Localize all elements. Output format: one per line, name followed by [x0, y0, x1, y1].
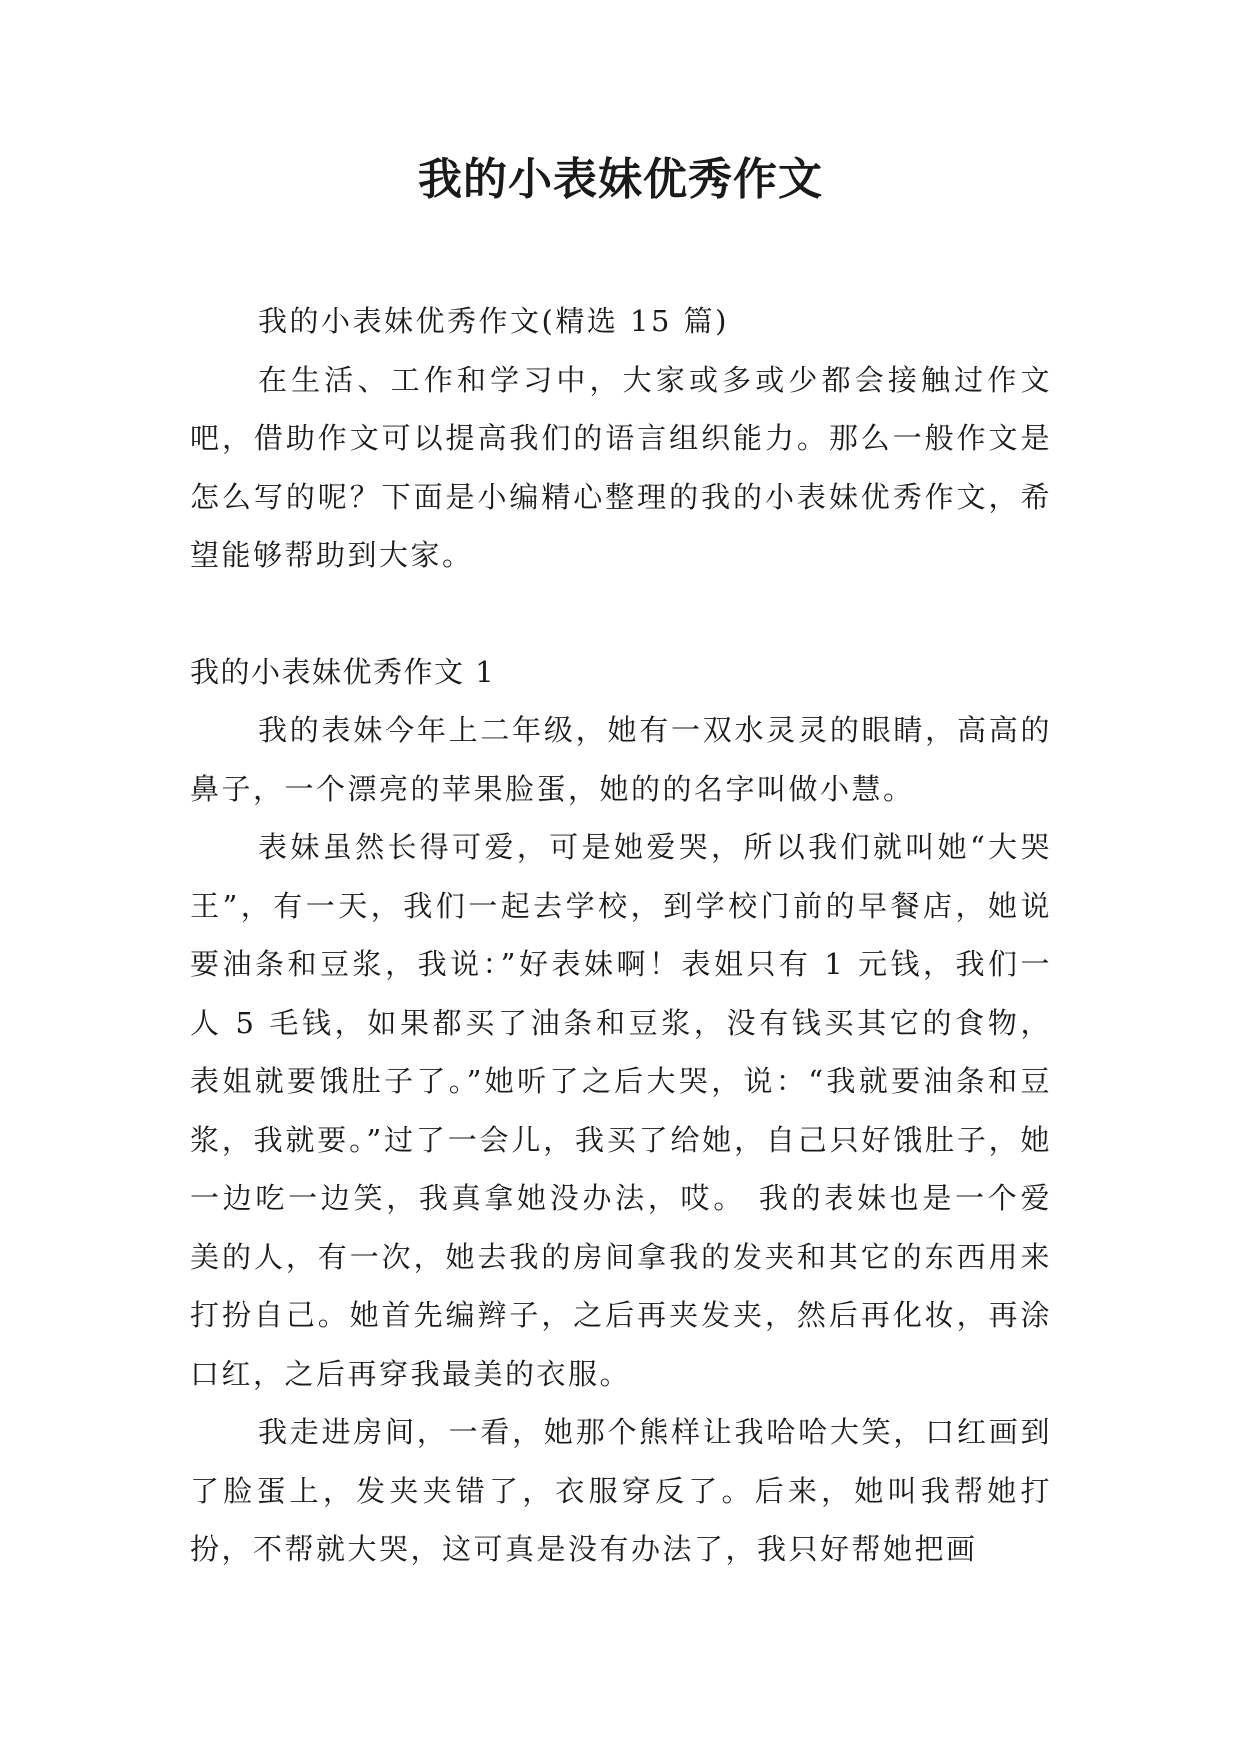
section-heading: 我的小表妹优秀作文 1 — [190, 654, 496, 689]
document-subtitle: 我的小表妹优秀作文(精选 15 篇) — [258, 304, 729, 338]
document-body — [190, 292, 1052, 1579]
section-spacer — [190, 585, 1052, 643]
body-paragraph: 表妹虽然长得可爱，可是她爱哭，所以我们就叫她“大哭王”，有一天，我们一起去学校，到学校门前的早餐店，她说要油条和豆浆，我说：”好表妹啊！表姐只有 1 元钱，我们一人 5 毛钱，如果都买了油条和豆浆，没有钱买其它的食物，表姐就要饿肚子了。”她听了之后大哭，说：“我就要油条和豆浆，我就要。”过了一会儿，我买了给她，自己只好饿肚子，她一边吃一边笑，我真拿她没办法，哎。 我的表妹也是一个爱美的人，有一次，她去我的房间拿我的发夹和其它的东西用来打扮自己。她首先编辫子，之后再夹发夹，然后再化妆，再涂口红，之后再穿我最美的衣服。 — [190, 830, 1052, 1391]
body-paragraph: 我的表妹今年上二年级，她有一双水灵灵的眼睛，高高的鼻子，一个漂亮的苹果脸蛋，她的的名字叫做小慧。 — [190, 713, 1052, 806]
body-paragraph: 我走进房间，一看，她那个熊样让我哈哈大笑，口红画到了脸蛋上，发夹夹错了，衣服穿反了。后来，她叫我帮她打扮，不帮就大哭，这可真是没有办法了，我只好帮她把画 — [190, 1415, 1052, 1566]
document-title: 我的小表妹优秀作文 — [418, 154, 823, 205]
intro-paragraph: 在生活、工作和学习中，大家或多或少都会接触过作文吧，借助作文可以提高我们的语言组织能力。那么一般作文是怎么写的呢？下面是小编精心整理的我的小表妹优秀作文，希望能够帮助到大家。 — [190, 362, 1052, 572]
